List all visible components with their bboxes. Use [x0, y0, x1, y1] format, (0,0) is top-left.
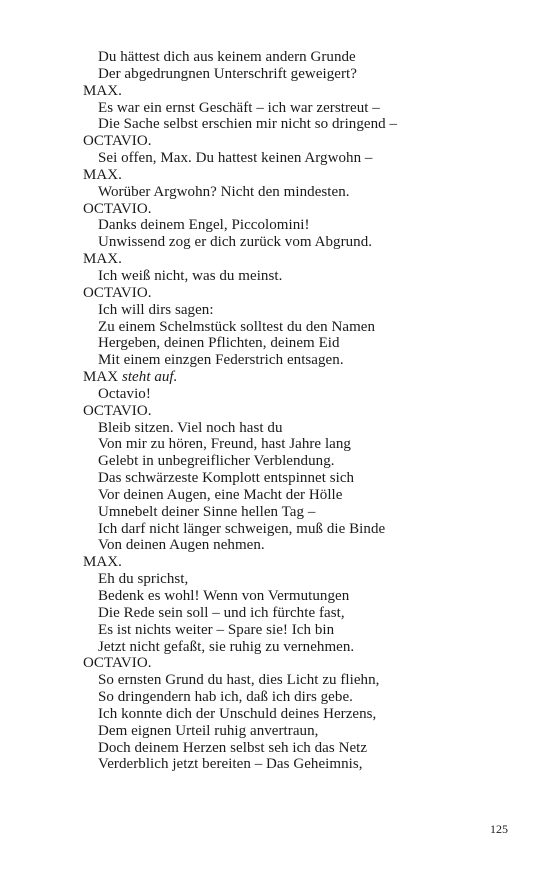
- verse-line: [83, 689, 523, 706]
- verse-text: Gelebt in unbegreiflicher Verblendung.: [98, 453, 335, 470]
- verse-line: [83, 386, 523, 403]
- verse-text: Umnebelt deiner Sinne hellen Tag –: [98, 503, 316, 520]
- verse-text: Vor deinen Augen, eine Macht der Hölle: [98, 486, 343, 503]
- verse-line: [83, 487, 523, 504]
- verse-line: [83, 740, 523, 757]
- verse-text: Bleib sitzen. Viel noch hast du: [98, 419, 283, 436]
- verse-line: [83, 150, 523, 167]
- speaker-name: [83, 251, 523, 268]
- verse-text: Hergeben, deinen Pflichten, deinem Eid: [98, 335, 340, 352]
- speaker-name: [83, 133, 523, 150]
- verse-text: Octavio!: [98, 385, 151, 402]
- verse-text: Jetzt nicht gefaßt, sie ruhig zu vernehmen.: [98, 638, 355, 655]
- verse-line: [83, 100, 523, 117]
- stage-direction: steht auf.: [121, 369, 178, 386]
- verse-text: Danks deinem Engel, Piccolomini!: [98, 217, 310, 234]
- verse-line: [83, 319, 523, 336]
- verse-line: [83, 723, 523, 740]
- verse-line: [83, 335, 523, 352]
- verse-line: [83, 504, 523, 521]
- verse-line: [83, 184, 523, 201]
- speaker-label: MAX.: [83, 554, 122, 571]
- speaker-label: OCTAVIO.: [83, 284, 152, 301]
- verse-text: Ich darf nicht länger schweigen, muß die Binde: [98, 520, 386, 537]
- verse-text: Mit einem einzgen Federstrich entsagen.: [98, 352, 344, 369]
- speaker-label: OCTAVIO.: [83, 133, 152, 150]
- verse-line: [83, 537, 523, 554]
- verse-text: So dringendern hab ich, daß ich dirs gebe.: [98, 689, 353, 706]
- page-number: 125: [490, 822, 508, 836]
- verse-line: [83, 622, 523, 639]
- verse-text: Ich konnte dich der Unschuld deines Herzens,: [98, 705, 377, 722]
- verse-line: [83, 521, 523, 538]
- verse-line: [83, 352, 523, 369]
- verse-text: Dem eignen Urteil ruhig anvertraun,: [98, 722, 319, 739]
- verse-line: [83, 672, 523, 689]
- verse-text: Die Sache selbst erschien mir nicht so dringend –: [98, 116, 398, 133]
- verse-text: Du hättest dich aus keinem andern Grunde: [98, 49, 356, 65]
- verse-text: Sei offen, Max. Du hattest keinen Argwohn –: [98, 150, 373, 167]
- speaker-label: MAX.: [83, 251, 122, 268]
- verse-text: Worüber Argwohn? Nicht den mindesten.: [98, 183, 350, 200]
- verse-text: Ich will dirs sagen:: [98, 301, 214, 318]
- speaker-name: [83, 403, 523, 420]
- verse-text: Es war ein ernst Geschäft – ich war zerstreut –: [98, 99, 380, 116]
- speaker-label: MAX: [83, 369, 122, 386]
- verse-line: [83, 571, 523, 588]
- verse-line: [83, 756, 523, 773]
- verse-text: Ich weiß nicht, was du meinst.: [98, 267, 283, 284]
- speaker-label: OCTAVIO.: [83, 402, 152, 419]
- verse-text: Von deinen Augen nehmen.: [98, 537, 265, 554]
- speaker-name: [83, 655, 523, 672]
- verse-line: [83, 302, 523, 319]
- verse-line: [83, 470, 523, 487]
- verse-text: Doch deinem Herzen selbst seh ich das Netz: [98, 739, 368, 756]
- speaker-name: [83, 83, 523, 100]
- speaker-name: [83, 554, 523, 571]
- verse-text: Die Rede sein soll – und ich fürchte fast,: [98, 604, 345, 621]
- speaker-label: OCTAVIO.: [83, 200, 152, 217]
- speaker-name: [83, 285, 523, 302]
- verse-line: [83, 116, 523, 133]
- verse-text: Unwissend zog er dich zurück vom Abgrund.: [98, 234, 373, 251]
- speaker-label: MAX.: [83, 82, 122, 99]
- verse-text: Eh du sprichst,: [98, 571, 189, 588]
- verse-line: [83, 706, 523, 723]
- verse-line: [83, 605, 523, 622]
- verse-text: Der abgedrungnen Unterschrift geweigert?: [98, 65, 357, 82]
- verse-line: [83, 639, 523, 656]
- play-text: [83, 49, 523, 773]
- verse-text: Das schwärzeste Komplott entspinnet sich: [98, 470, 355, 487]
- verse-line: [83, 588, 523, 605]
- verse-line: [83, 436, 523, 453]
- verse-line: [83, 217, 523, 234]
- verse-text: Zu einem Schelmstück solltest du den Namen: [98, 318, 376, 335]
- speaker-name: [83, 369, 523, 386]
- verse-text: Verderblich jetzt bereiten – Das Geheimnis,: [98, 756, 363, 773]
- speaker-name: [83, 167, 523, 184]
- verse-text: Bedenk es wohl! Wenn von Vermutungen: [98, 588, 350, 604]
- verse-text: Von mir zu hören, Freund, hast Jahre lang: [98, 436, 351, 453]
- verse-text: Es ist nichts weiter – Spare sie! Ich bin: [98, 621, 335, 638]
- verse-text: So ernsten Grund du hast, dies Licht zu fliehn,: [98, 672, 380, 689]
- verse-line: [83, 66, 523, 83]
- speaker-label: OCTAVIO.: [83, 655, 152, 672]
- verse-line: [83, 49, 523, 66]
- verse-line: [83, 234, 523, 251]
- verse-line: [83, 420, 523, 437]
- verse-line: [83, 453, 523, 470]
- speaker-label: MAX.: [83, 166, 122, 183]
- verse-line: [83, 268, 523, 285]
- speaker-name: [83, 201, 523, 218]
